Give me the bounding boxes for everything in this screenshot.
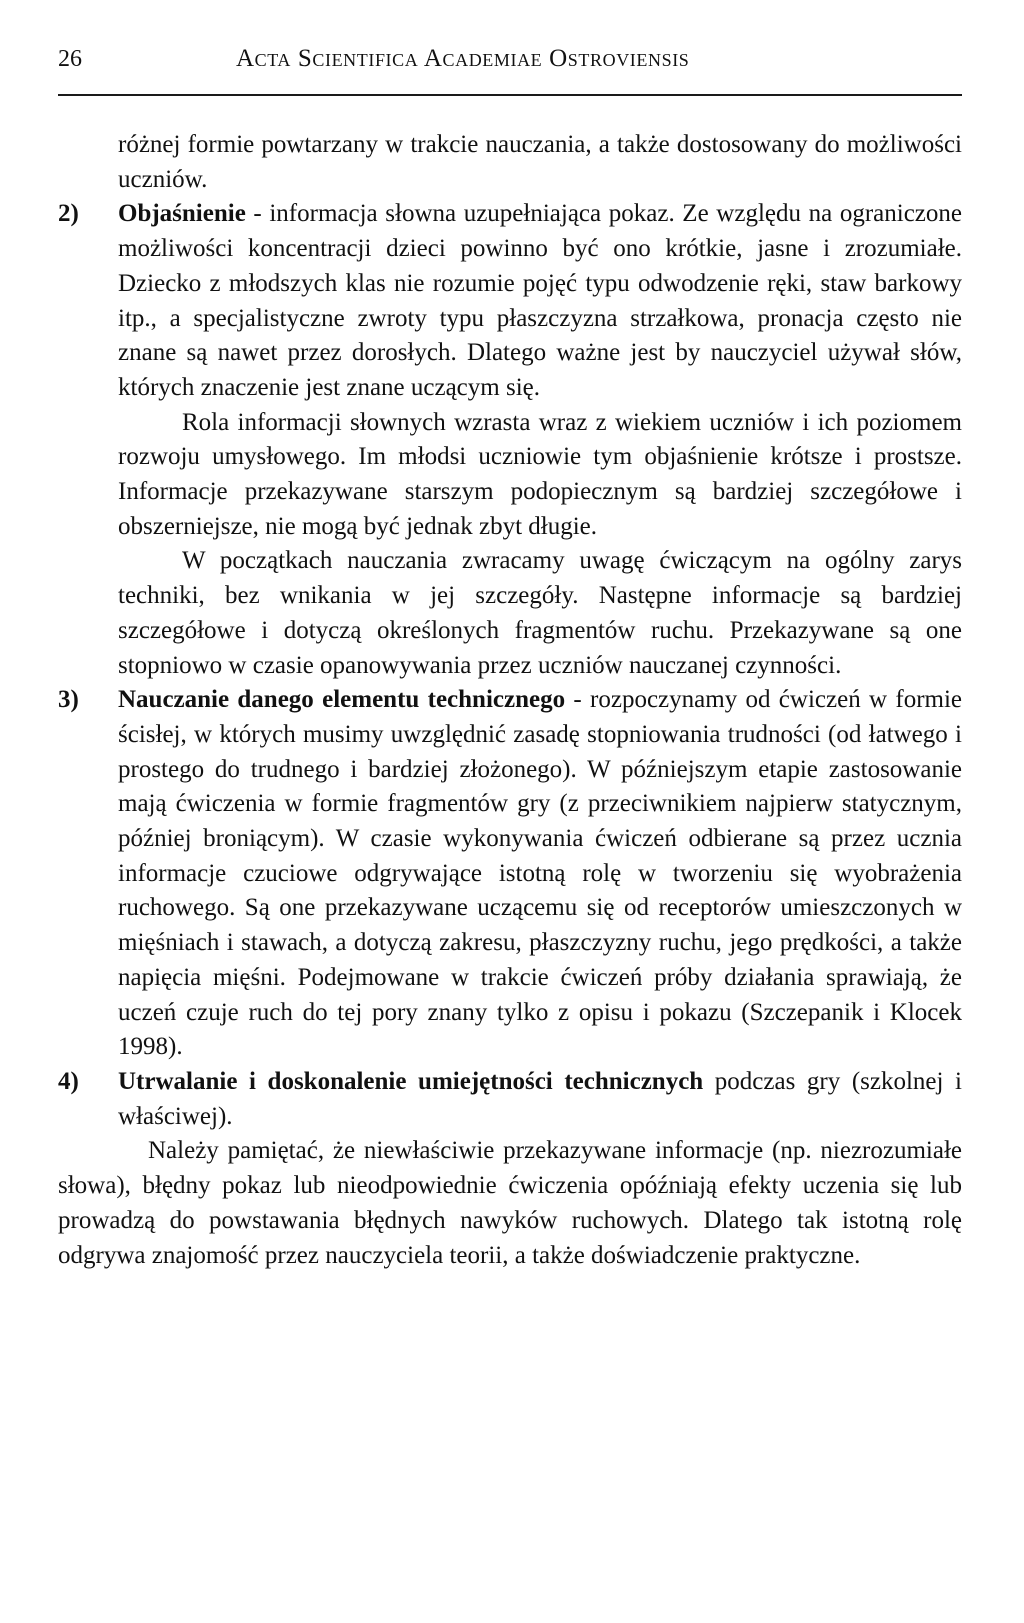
list-item-2-number: 2) [58, 200, 79, 228]
page-number: 26 [58, 46, 82, 72]
list-item-2-paragraph-1: Rola informacji słownych wzrasta wraz z wiekiem uczniów i ich poziomem rozwoju umysłowego. Im młodsi uczniowie tym objaśnienie krótsze i prostsze. Informacje przekazywane starszym podopiecznym są bardziej szczegółowe i obszerniejsze, nie mogą być jednak zbyt długie. [118, 408, 962, 540]
list-item-2-paragraphs [58, 406, 962, 684]
final-paragraph: Należy pamiętać, że niewłaściwie przekazywane informacje (np. niezrozumiałe słowa), błędny pokaz lub nieodpowiednie ćwiczenia opóźniają efekty uczenia się lub prowadzą do powstawania błędnych nawyków ruchowych. Dlatego tak istotną rolę odgrywa znajomość przez nauczyciela teorii, a także doświadczenie praktyczne. [58, 1137, 962, 1269]
header-divider [58, 94, 962, 96]
list-item-2 [58, 197, 962, 405]
list-item-2-text: - informacja słowna uzupełniająca pokaz. Ze względu na ograniczone możliwości koncentracji dzieci powinno być ono krótkie, jasne i zrozumiałe. Dziecko z młodszych klas nie rozumie pojęć typu odwodzenie ręki, staw barkowy itp., a specjalistyczne zwroty typu płaszczyzna strzałkowa, pronacja często nie znane są nawet przez dorosłych. Dlatego ważne jest by nauczyciel używał słów, których znaczenie jest znane uczącym się. [118, 200, 962, 401]
list-item-2-term: Objaśnienie [118, 200, 246, 228]
list-item-4-number: 4) [58, 1067, 79, 1095]
list-item-3-number: 3) [58, 686, 79, 714]
journal-title: Acta Scientifica Academiae Ostroviensis [236, 45, 690, 72]
list-item-4-text: podczas gry (szkolnej i właściwej). [118, 1067, 962, 1130]
main-text [58, 128, 962, 1273]
list-item-4-term: Utrwalanie i doskonalenie umiejętności technicznych [118, 1067, 704, 1095]
list-item-3-text: - rozpoczynamy od ćwiczeń w formie ścisłej, w których musimy uwzględnić zasadę stopniowania trudności (od łatwego i prostego do trudnego i bardziej złożonego). W późniejszym etapie zastosowanie mają ćwiczenia w formie fragmentów gry (z przeciwnikiem najpierw statycznym, później broniącym). W czasie wykonywania ćwiczeń odbierane są przez ucznia informacje czuciowe odgrywające istotną rolę w tworzeniu się wyobrażenia ruchowego. Są one przekazywane uczącemu się od receptorów umieszczonych w mięśniach i stawach, a dotyczą zakresu, płaszczyzny ruchu, jego prędkości, a także napięcia mięśni. Podejmowane w trakcie ćwiczeń próby działania sprawiają, że uczeń czuje ruch do tej pory znany tylko z opisu i pokazu (Szczepanik i Klocek 1998). [118, 686, 963, 1061]
intro-continuation: różnej formie powtarzany w trakcie nauczania, a także dostosowany do możliwości uczniów. [118, 131, 962, 193]
list-item-3 [58, 683, 962, 1065]
list-item-2-paragraph-2: W początkach nauczania zwracamy uwagę ćwiczącym na ogólny zarys techniki, bez wnikania w jej szczegóły. Następne informacje są bardziej szczegółowe i dotyczą określonych fragmentów ruchu. Przekazywane są one stopniowo w czasie opanowywania przez uczniów nauczanej czynności. [118, 547, 962, 679]
list-item-3-term: Nauczanie danego elementu technicznego [118, 686, 566, 714]
list-item-4 [58, 1065, 962, 1134]
running-header [58, 44, 958, 84]
